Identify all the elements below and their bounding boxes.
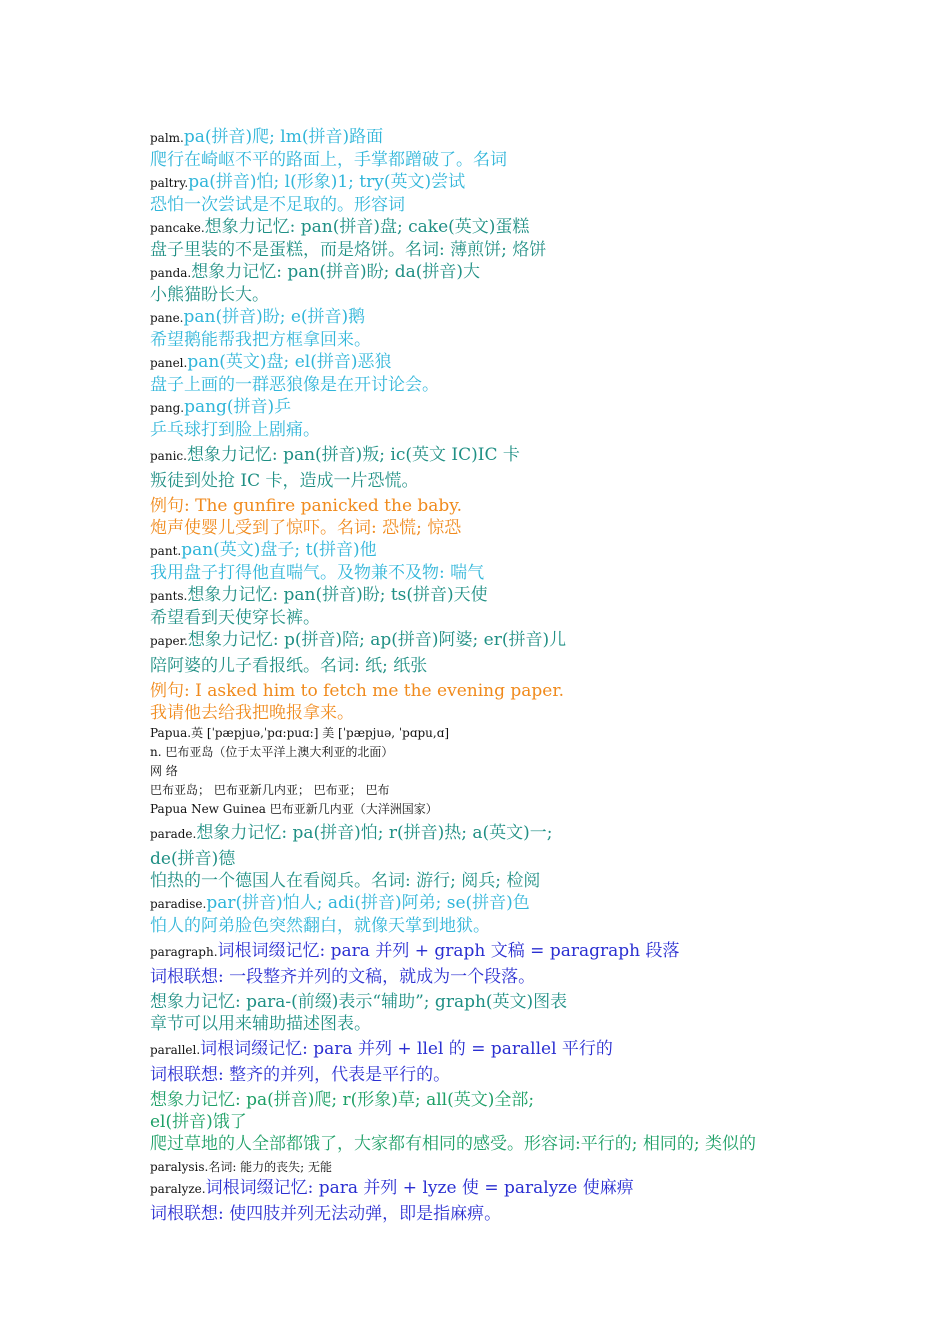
network-items: 巴布亚岛； 巴布亚新几内亚； 巴布亚； 巴布: [150, 783, 390, 797]
example-translation: 我请他去给我把晚报拿来。: [150, 703, 354, 723]
entry-pant: [150, 539, 810, 562]
memory-tip: 想象力记忆: p(拼音)陪; ap(拼音)阿婆; er(拼音)儿: [187, 630, 567, 650]
memory-tip: 想象力记忆: pa(拼音)爬; r(形象)草; all(英文)全部;: [150, 1090, 535, 1110]
explanation: 恐怕一次尝试是不足取的。形容词: [150, 195, 405, 215]
memory-tip: 想象力记忆: pan(拼音)盘; cake(英文)蛋糕: [204, 217, 530, 237]
memory-tip: pa(拼音)怕; l(形象)1; try(英文)尝试: [188, 172, 466, 192]
entry-pants: [150, 584, 810, 607]
headword: pancake.: [150, 221, 205, 235]
memory-tip: 想象力记忆: para-(前缀)表示“辅助”; graph(英文)图表: [150, 992, 568, 1012]
entry-panic: [150, 444, 810, 467]
entry-palm: [150, 126, 810, 149]
network-label: 网 络: [150, 764, 178, 778]
entry-papua: [150, 724, 810, 743]
headword: panic.: [150, 449, 187, 463]
explanation: 希望鹅能帮我把方框拿回来。: [150, 330, 371, 350]
explanation: 章节可以用来辅助描述图表。: [150, 1014, 371, 1034]
entry-paralysis: [150, 1158, 810, 1177]
headword: pane.: [150, 311, 184, 325]
entry-parallel: [150, 1038, 810, 1061]
headword: panel.: [150, 356, 188, 370]
headword: parade.: [150, 827, 197, 841]
explanation: 陪阿婆的儿子看报纸。名词: 纸; 纸张: [150, 656, 428, 676]
memory-tip: 想象力记忆: pan(拼音)盼; ts(拼音)天使: [187, 585, 488, 605]
headword: paradise.: [150, 897, 207, 911]
explanation: 盘子上画的一群恶狼像是在开讨论会。: [150, 375, 439, 395]
root-association: 词根联想: 一段整齐并列的文稿，就成为一个段落。: [150, 967, 536, 987]
headword: pang.: [150, 401, 185, 415]
headword: paragraph.: [150, 945, 218, 959]
headword: paralysis.: [150, 1160, 209, 1174]
entry-parade: [150, 822, 810, 845]
root-affix-tip: 词根词缀记忆: para 并列 + lyze 使 = paralyze 使麻痹: [205, 1178, 634, 1198]
memory-tip-continued: de(拼音)德: [150, 849, 236, 869]
memory-tip: 想象力记忆: pan(拼音)叛; ic(英文 IC)IC 卡: [186, 445, 520, 465]
memory-tip: pang(拼音)乒: [184, 397, 292, 417]
entry-paragraph: [150, 940, 810, 963]
example-sentence: 例句: The gunfire panicked the baby.: [150, 496, 463, 516]
entry-pancake: [150, 216, 810, 239]
explanation: 乒乓球打到脸上剧痛。: [150, 420, 320, 440]
root-association: 词根联想: 使四肢并列无法动弹，即是指麻痹。: [150, 1204, 502, 1224]
memory-tip: 想象力记忆: pan(拼音)盼; da(拼音)大: [191, 262, 480, 282]
entry-panel: [150, 351, 810, 374]
explanation: 希望看到天使穿长裤。: [150, 608, 320, 628]
explanation: 盘子里装的不是蛋糕，而是烙饼。名词: 薄煎饼; 烙饼: [150, 240, 547, 260]
entry-paradise: [150, 892, 810, 915]
explanation: 小熊猫盼长大。: [150, 285, 269, 305]
phonetic: 英 [ˈpæpjuə,ˈpɑ:puɑ:] 美 [ˈpæpjuə, ˈpɑpu,ɑ]: [191, 726, 450, 740]
headword: paralyze.: [150, 1182, 206, 1196]
related-phrase: Papua New Guinea 巴布亚新几内亚（大洋洲国家）: [150, 802, 438, 816]
headword: panda.: [150, 266, 192, 280]
explanation: 怕热的一个德国人在看阅兵。名词: 游行; 阅兵; 检阅: [150, 871, 541, 891]
explanation: 怕人的阿弟脸色突然翻白，就像天掌到地狱。: [150, 916, 490, 936]
explanation: 爬行在崎岖不平的路面上，手掌都蹭破了。名词: [150, 150, 507, 170]
example-translation: 炮声使婴儿受到了惊吓。名词: 恐慌; 惊恐: [150, 518, 462, 538]
definition: 名词: 能力的丧失; 无能: [208, 1160, 333, 1174]
explanation: 我用盘子打得他直喘气。及物兼不及物: 喘气: [150, 563, 485, 583]
headword: palm.: [150, 131, 184, 145]
memory-tip: 想象力记忆: pa(拼音)怕; r(拼音)热; a(英文)一;: [196, 823, 553, 843]
headword: pants.: [150, 589, 188, 603]
explanation: 爬过草地的人全部都饿了，大家都有相同的感受。形容词:平行的; 相同的; 类似的: [150, 1134, 756, 1154]
root-affix-tip: 词根词缀记忆: para 并列 + graph 文稿 = paragraph 段落: [217, 941, 680, 961]
memory-tip: pa(拼音)爬; lm(拼音)路面: [183, 127, 384, 147]
example-sentence: 例句: I asked him to fetch me the evening paper.: [150, 681, 564, 701]
memory-tip: pan(英文)盘子; t(拼音)他: [181, 540, 377, 560]
headword: paltry.: [150, 176, 189, 190]
entry-paralyze: [150, 1177, 810, 1200]
entry-panda: [150, 261, 810, 284]
entry-pane: [150, 306, 810, 329]
memory-tip: par(拼音)怕人; adi(拼音)阿弟; se(拼音)色: [206, 893, 530, 913]
explanation: 叛徒到处抢 IC 卡，造成一片恐慌。: [150, 471, 419, 491]
headword: parallel.: [150, 1043, 201, 1057]
entry-paper: [150, 629, 810, 652]
headword: Papua.: [150, 726, 192, 740]
memory-tip: pan(拼音)盼; e(拼音)鹅: [183, 307, 366, 327]
entry-paltry: [150, 171, 810, 194]
entry-pang: [150, 396, 810, 419]
headword: pant.: [150, 544, 182, 558]
headword: paper.: [150, 634, 188, 648]
definition: n. 巴布亚岛（位于太平洋上澳大利亚的北面）: [150, 745, 394, 759]
root-association: 词根联想: 整齐的并列，代表是平行的。: [150, 1065, 451, 1085]
document-page: [150, 126, 810, 1225]
memory-tip: pan(英文)盘; el(拼音)恶狼: [187, 352, 392, 372]
root-affix-tip: 词根词缀记忆: para 并列 + llel 的 = parallel 平行的: [200, 1039, 613, 1059]
memory-tip-continued: el(拼音)饿了: [150, 1112, 247, 1132]
